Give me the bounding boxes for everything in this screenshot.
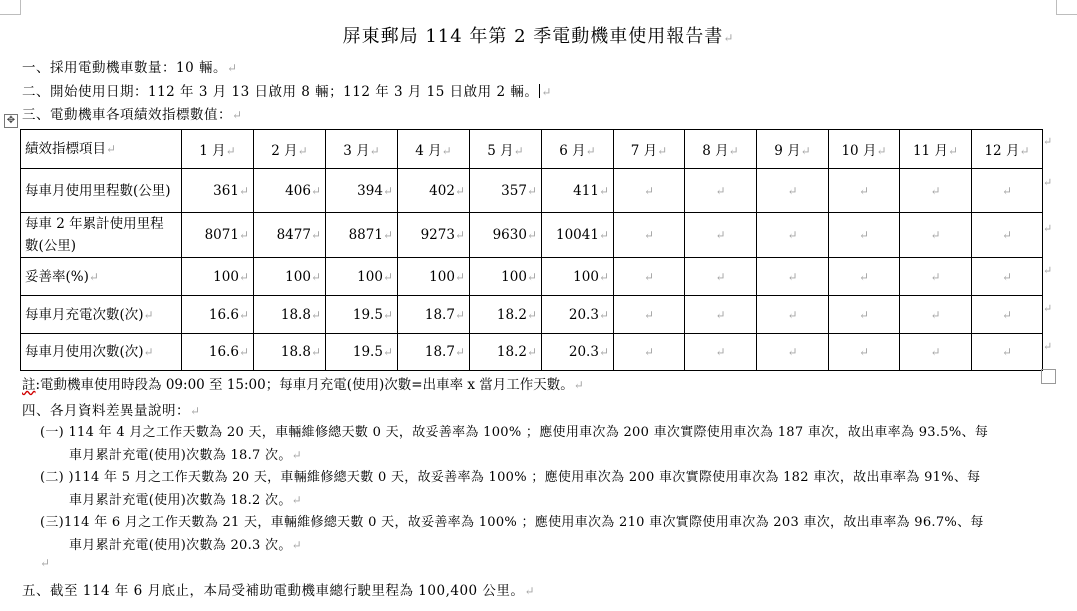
value-cell[interactable]: 361↵ [182, 169, 254, 213]
section-five-text: 五、截至 114 年 6 月底止，本局受補助電動機車總行駛里程為 100,400 公里。 [22, 583, 525, 599]
month-header[interactable]: 4 月↵ [398, 130, 470, 169]
section-four-heading[interactable] [22, 399, 201, 419]
indicators-heading-text: 三、電動機車各項績效指標數值： [22, 107, 232, 123]
value-cell[interactable]: 19.5↵ [326, 334, 398, 371]
section-five[interactable] [22, 579, 535, 599]
empty-cell[interactable]: ↵ [614, 169, 685, 213]
row-end-mark: ↵ [1043, 176, 1053, 189]
month-header[interactable]: 8 月↵ [685, 130, 757, 169]
paragraph-mark: ↵ [190, 404, 201, 418]
table-row [21, 334, 1043, 371]
month-header[interactable]: 5 月↵ [470, 130, 542, 169]
empty-cell[interactable]: ↵ [685, 258, 757, 296]
vehicle-count-text: 一、採用電動機車數量：10 輛。 [22, 60, 227, 76]
value-cell[interactable]: 8871↵ [326, 213, 398, 258]
item-indicators-heading[interactable] [22, 103, 243, 123]
empty-cell[interactable]: ↵ [900, 213, 972, 258]
empty-cell[interactable]: ↵ [757, 213, 829, 258]
list-item-continuation[interactable]: 車月累計充電(使用)次數為 18.2 次。↵ [69, 493, 303, 508]
value-cell[interactable]: 100↵ [398, 258, 470, 296]
empty-cell[interactable]: ↵ [900, 169, 972, 213]
month-header[interactable]: 7 月↵ [614, 130, 685, 169]
value-cell[interactable]: 18.8↵ [254, 334, 326, 371]
value-cell[interactable]: 411↵ [542, 169, 614, 213]
table-note[interactable] [22, 373, 584, 393]
value-cell[interactable]: 8071↵ [182, 213, 254, 258]
list-item[interactable]: (二) )114 年 5 月之工作天數為 20 天，車輛維修總天數 0 天，故妥善率為 100% ；應使用車次為 200 車次實際使用車次為 182 車次，故出車率為 91%、每 [40, 470, 981, 485]
value-cell[interactable]: 18.8↵ [254, 296, 326, 334]
document-title[interactable] [0, 22, 1077, 48]
row-end-mark: ↵ [1043, 302, 1053, 315]
value-cell[interactable]: 357↵ [470, 169, 542, 213]
empty-cell[interactable]: ↵ [757, 296, 829, 334]
empty-cell[interactable]: ↵ [829, 169, 900, 213]
empty-cell[interactable]: ↵ [614, 334, 685, 371]
row-end-mark: ↵ [1043, 264, 1053, 277]
empty-cell[interactable]: ↵ [685, 334, 757, 371]
item-start-date[interactable] [22, 80, 552, 100]
title-text: 屏東郵局 114 年第 2 季電動機車使用報告書 [342, 26, 724, 47]
value-cell[interactable]: 18.2↵ [470, 334, 542, 371]
value-cell[interactable]: 8477↵ [254, 213, 326, 258]
month-header[interactable]: 6 月↵ [542, 130, 614, 169]
month-header[interactable]: 9 月↵ [757, 130, 829, 169]
month-header[interactable]: 12 月↵ [972, 130, 1043, 169]
table-header-row [21, 130, 1043, 169]
start-date-text: 二、開始使用日期：112 年 3 月 13 日啟用 8 輛；112 年 3 月 15 日啟用 2 輛。 [22, 84, 539, 100]
table-move-handle-icon[interactable]: ✥ [4, 114, 18, 128]
list-item-continuation[interactable]: 車月累計充電(使用)次數為 20.3 次。↵ [69, 538, 303, 553]
row-end-mark: ↵ [1043, 340, 1053, 353]
row-label-cell[interactable]: 妥善率(%)↵ [21, 258, 182, 296]
month-header[interactable]: 1 月↵ [182, 130, 254, 169]
value-cell[interactable]: 20.3↵ [542, 334, 614, 371]
row-label-cell[interactable]: 每車月使用次數(次)↵ [21, 334, 182, 371]
table-row [21, 296, 1043, 334]
value-cell[interactable]: 100↵ [326, 258, 398, 296]
crop-mark-top-left [0, 0, 21, 15]
empty-cell[interactable]: ↵ [829, 258, 900, 296]
paragraph-mark: ↵ [524, 584, 535, 598]
crop-mark-top-right [1056, 0, 1077, 15]
note-text: :電動機車使用時段為 09:00 至 15:00；每車月充電(使用)次數=出車率 x 當月工作天數。 [35, 377, 574, 393]
header-label-cell[interactable]: 績效指標項目↵ [21, 130, 182, 169]
empty-cell[interactable]: ↵ [829, 213, 900, 258]
empty-cell[interactable]: ↵ [972, 169, 1043, 213]
row-label-cell[interactable]: 每車月充電次數(次)↵ [21, 296, 182, 334]
value-cell[interactable]: 20.3↵ [542, 296, 614, 334]
value-cell[interactable]: 100↵ [182, 258, 254, 296]
empty-cell[interactable]: ↵ [614, 296, 685, 334]
table-row [21, 258, 1043, 296]
empty-cell[interactable]: ↵ [972, 213, 1043, 258]
section-four-text: 四、各月資料差異量說明： [22, 403, 190, 419]
value-cell[interactable]: 18.2↵ [470, 296, 542, 334]
value-cell[interactable]: 16.6↵ [182, 296, 254, 334]
month-header[interactable]: 2 月↵ [254, 130, 326, 169]
value-cell[interactable]: 18.7↵ [398, 334, 470, 371]
list-item[interactable]: (三)114 年 6 月之工作天數為 21 天，車輛維修總天數 0 天，故妥善率為 100% ；應使用車次為 210 車次實際使用車次為 203 車次，故出車率為 96.7%、每 [40, 515, 984, 530]
row-end-mark: ↵ [1043, 222, 1053, 235]
empty-cell[interactable]: ↵ [685, 213, 757, 258]
paragraph-mark: ↵ [541, 85, 552, 99]
paragraph-mark: ↵ [723, 31, 735, 45]
table-resize-handle[interactable] [1041, 369, 1056, 384]
empty-cell[interactable]: ↵ [614, 258, 685, 296]
value-cell[interactable]: 19.5↵ [326, 296, 398, 334]
empty-cell[interactable]: ↵ [972, 334, 1043, 371]
value-cell[interactable]: 100↵ [542, 258, 614, 296]
table-row [21, 213, 1043, 258]
empty-cell[interactable]: ↵ [829, 334, 900, 371]
performance-table[interactable] [20, 129, 1043, 371]
value-cell[interactable]: 100↵ [470, 258, 542, 296]
empty-cell[interactable]: ↵ [972, 258, 1043, 296]
empty-cell[interactable]: ↵ [614, 213, 685, 258]
empty-paragraph[interactable]: ↵ [40, 556, 51, 570]
row-end-mark: ↵ [1043, 135, 1053, 148]
value-cell[interactable]: 100↵ [254, 258, 326, 296]
paragraph-mark: ↵ [232, 108, 243, 122]
empty-cell[interactable]: ↵ [829, 296, 900, 334]
list-item-continuation[interactable]: 車月累計充電(使用)次數為 18.7 次。↵ [69, 448, 303, 463]
empty-cell[interactable]: ↵ [685, 169, 757, 213]
month-header[interactable]: 10 月↵ [829, 130, 900, 169]
item-vehicle-count[interactable] [22, 56, 238, 76]
month-header[interactable]: 11 月↵ [900, 130, 972, 169]
empty-cell[interactable]: ↵ [757, 258, 829, 296]
empty-cell[interactable]: ↵ [685, 296, 757, 334]
empty-cell[interactable]: ↵ [900, 296, 972, 334]
table-row [21, 169, 1043, 213]
value-cell[interactable]: 10041↵ [542, 213, 614, 258]
value-cell[interactable]: 18.7↵ [398, 296, 470, 334]
note-prefix: 註 [22, 377, 36, 393]
value-cell[interactable]: 16.6↵ [182, 334, 254, 371]
empty-cell[interactable]: ↵ [757, 334, 829, 371]
value-cell[interactable]: 402↵ [398, 169, 470, 213]
paragraph-mark: ↵ [226, 61, 238, 75]
paragraph-mark: ↵ [573, 378, 584, 392]
value-cell[interactable]: 9630↵ [470, 213, 542, 258]
empty-cell[interactable]: ↵ [900, 334, 972, 371]
value-cell[interactable]: 9273↵ [398, 213, 470, 258]
month-header[interactable]: 3 月↵ [326, 130, 398, 169]
value-cell[interactable]: 406↵ [254, 169, 326, 213]
value-cell[interactable]: 394↵ [326, 169, 398, 213]
row-label-cell[interactable]: 每車 2 年累計使用里程數(公里) [21, 213, 182, 258]
empty-cell[interactable]: ↵ [757, 169, 829, 213]
row-label-cell[interactable]: 每車月使用里程數(公里) [21, 169, 182, 213]
empty-cell[interactable]: ↵ [900, 258, 972, 296]
list-item[interactable]: (一) 114 年 4 月之工作天數為 20 天，車輛維修總天數 0 天，故妥善率為 100% ；應使用車次為 200 車次實際使用車次為 187 車次，故出車率為 93.5%、每 [40, 425, 989, 440]
empty-cell[interactable]: ↵ [972, 296, 1043, 334]
